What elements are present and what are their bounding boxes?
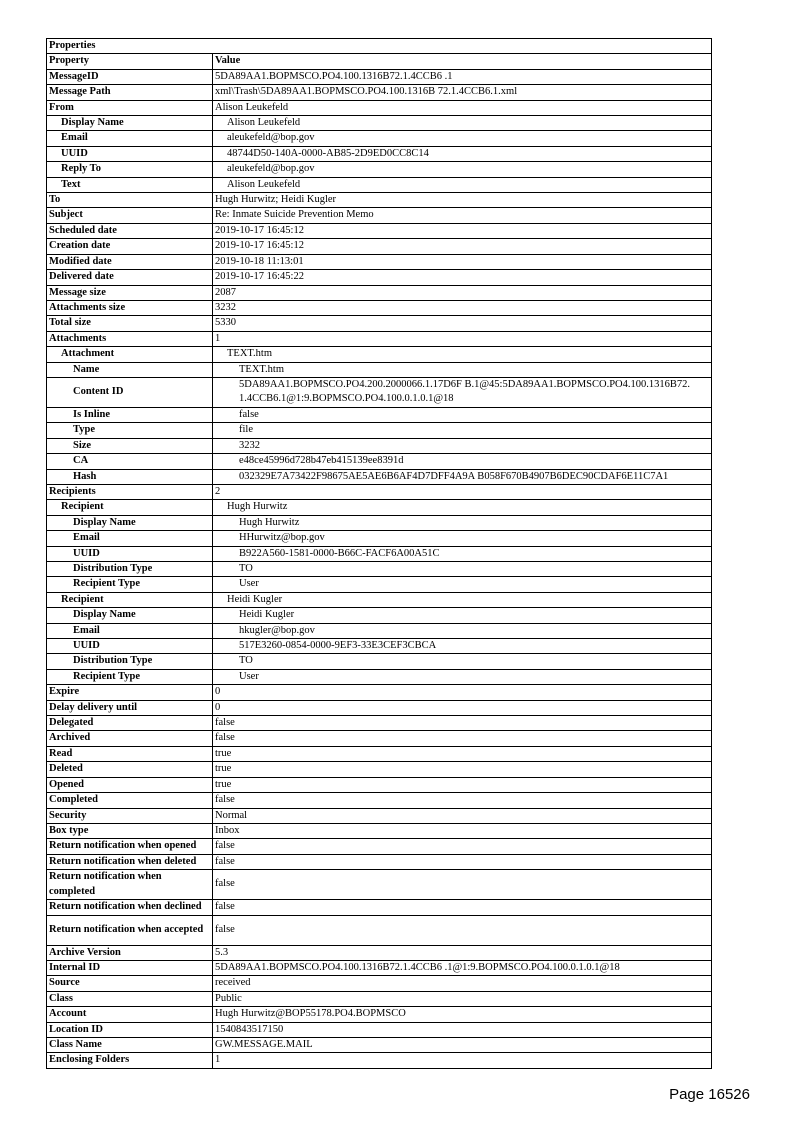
property-value: HHurwitz@bop.gov [213,531,712,546]
property-name: Location ID [47,1022,213,1037]
property-value: Hugh Hurwitz@BOP55178.PO4.BOPMSCO [213,1007,712,1022]
property-name: Recipients [47,484,213,499]
table-row [47,1007,712,1022]
table-row [47,208,712,223]
property-name: Modified date [47,254,213,269]
property-value: false [213,839,712,854]
table-row [47,669,712,684]
property-name: Text [47,177,213,192]
property-value: hkugler@bop.gov [213,623,712,638]
property-name: UUID [47,639,213,654]
property-name: Recipient [47,500,213,515]
property-name: Security [47,808,213,823]
column-header-value: Value [213,54,712,69]
table-title: Properties [47,39,712,54]
property-value: 3232 [213,438,712,453]
property-name: Read [47,746,213,761]
table-row [47,915,712,945]
property-value: Hugh Hurwitz [213,515,712,530]
table-row [47,945,712,960]
property-name: Email [47,531,213,546]
property-value: Alison Leukefeld [213,116,712,131]
table-row [47,100,712,115]
table-row [47,515,712,530]
table-row [47,762,712,777]
property-value: Re: Inmate Suicide Prevention Memo [213,208,712,223]
property-value: 2019-10-17 16:45:12 [213,223,712,238]
table-row [47,131,712,146]
property-name: Archive Version [47,945,213,960]
property-name: Attachments size [47,300,213,315]
property-value: TEXT.htm [213,347,712,362]
table-row [47,731,712,746]
property-name: Attachments [47,331,213,346]
property-name: Subject [47,208,213,223]
property-value: false [213,731,712,746]
table-row [47,1037,712,1052]
property-value: false [213,407,712,422]
property-value: 5DA89AA1.BOPMSCO.PO4.100.1316B72.1.4CCB6 .1@1:9.BOPMSCO.PO4.100.0.1.0.1@18 [213,960,712,975]
property-value: 2019-10-17 16:45:12 [213,239,712,254]
table-row [47,1053,712,1068]
property-name: Total size [47,316,213,331]
table-row [47,423,712,438]
table-row [47,500,712,515]
table-row [47,793,712,808]
table-row [47,854,712,869]
table-row [47,562,712,577]
table-row [47,484,712,499]
property-value: true [213,762,712,777]
table-row [47,592,712,607]
table-row [47,700,712,715]
table-row [47,746,712,761]
property-name: Return notification when opened [47,839,213,854]
property-name: Delegated [47,716,213,731]
table-row [47,362,712,377]
property-value: TO [213,562,712,577]
property-name: Display Name [47,515,213,530]
property-value: 032329E7A73422F98675AE5AE6B6AF4D7DFF4A9A B058F670B4907B6DEC90CDAF6E11C7A1 [213,469,712,484]
property-value: 1540843517150 [213,1022,712,1037]
property-name: Message Path [47,85,213,100]
table-row [47,316,712,331]
table-row [47,377,712,407]
table-row [47,808,712,823]
property-name: Delay delivery until [47,700,213,715]
table-row [47,454,712,469]
table-row [47,639,712,654]
property-name: Class Name [47,1037,213,1052]
property-name: Is Inline [47,407,213,422]
table-row [47,623,712,638]
property-name: Completed [47,793,213,808]
property-name: Source [47,976,213,991]
table-row [47,69,712,84]
property-name: Scheduled date [47,223,213,238]
property-value: aleukefeld@bop.gov [213,162,712,177]
property-name: Box type [47,823,213,838]
property-name: Display Name [47,608,213,623]
table-row [47,347,712,362]
property-name: Expire [47,685,213,700]
property-value: true [213,777,712,792]
property-value: 5.3 [213,945,712,960]
table-row [47,331,712,346]
property-name: Content ID [47,377,213,407]
table-row [47,239,712,254]
properties-table [46,38,712,1069]
table-row [47,438,712,453]
property-value: User [213,669,712,684]
property-name: Reply To [47,162,213,177]
property-value: 0 [213,685,712,700]
property-value: e48ce45996d728b47eb415139ee8391d [213,454,712,469]
table-row [47,960,712,975]
column-header-property: Property [47,54,213,69]
property-name: Class [47,991,213,1006]
table-row [47,146,712,161]
property-name: Enclosing Folders [47,1053,213,1068]
table-row [47,193,712,208]
table-row [47,162,712,177]
table-row [47,608,712,623]
property-name: Return notification when declined [47,900,213,915]
table-row [47,407,712,422]
property-value: 1 [213,331,712,346]
property-value: 5DA89AA1.BOPMSCO.PO4.200.2000066.1.17D6F B.1@45:5DA89AA1.BOPMSCO.PO4.100.1316B72. 1.4CCB6.1@1:9.BOPMSCO.PO4.100.0.1.0.1@18 [213,377,712,407]
table-row [47,976,712,991]
property-name: Return notification when deleted [47,854,213,869]
property-name: Hash [47,469,213,484]
table-row [47,685,712,700]
table-row [47,177,712,192]
property-name: CA [47,454,213,469]
property-name: Attachment [47,347,213,362]
table-row [47,654,712,669]
property-value: aleukefeld@bop.gov [213,131,712,146]
property-name: UUID [47,146,213,161]
table-row [47,823,712,838]
property-value: false [213,900,712,915]
table-row [47,531,712,546]
property-name: Display Name [47,116,213,131]
property-value: false [213,716,712,731]
property-name: Distribution Type [47,654,213,669]
table-row [47,716,712,731]
property-name: Name [47,362,213,377]
property-name: Size [47,438,213,453]
property-name: Delivered date [47,270,213,285]
property-name: Recipient Type [47,669,213,684]
property-value: false [213,915,712,945]
table-row [47,870,712,900]
property-name: UUID [47,546,213,561]
property-value: Alison Leukefeld [213,177,712,192]
table-row [47,223,712,238]
property-value: Heidi Kugler [213,608,712,623]
property-value: User [213,577,712,592]
property-name: Account [47,1007,213,1022]
property-value: Normal [213,808,712,823]
property-name: Recipient Type [47,577,213,592]
property-name: Opened [47,777,213,792]
property-name: Return notification when accepted [47,915,213,945]
table-row [47,270,712,285]
property-name: MessageID [47,69,213,84]
property-value: 48744D50-140A-0000-AB85-2D9ED0CC8C14 [213,146,712,161]
property-value: 3232 [213,300,712,315]
table-row [47,777,712,792]
property-name: Email [47,131,213,146]
property-value: GW.MESSAGE.MAIL [213,1037,712,1052]
property-value: xml\Trash\5DA89AA1.BOPMSCO.PO4.100.1316B 72.1.4CCB6.1.xml [213,85,712,100]
property-name: Creation date [47,239,213,254]
property-name: Recipient [47,592,213,607]
property-value: Heidi Kugler [213,592,712,607]
property-value: file [213,423,712,438]
property-value: 5330 [213,316,712,331]
property-name: Type [47,423,213,438]
table-row [47,285,712,300]
property-value: 2019-10-18 11:13:01 [213,254,712,269]
table-row [47,839,712,854]
property-name: Internal ID [47,960,213,975]
property-name: To [47,193,213,208]
table-title-row [47,39,712,54]
table-row [47,469,712,484]
property-value: received [213,976,712,991]
table-row [47,900,712,915]
table-row [47,300,712,315]
property-value: 517E3260-0854-0000-9EF3-33E3CEF3CBCA [213,639,712,654]
table-row [47,546,712,561]
table-header-row [47,54,712,69]
table-row [47,991,712,1006]
property-value: Public [213,991,712,1006]
property-value: 0 [213,700,712,715]
property-value: 2019-10-17 16:45:22 [213,270,712,285]
property-value: Inbox [213,823,712,838]
property-value: true [213,746,712,761]
property-name: Deleted [47,762,213,777]
table-row [47,254,712,269]
page-number: Page 16526 [669,1086,750,1103]
property-name: Message size [47,285,213,300]
property-value: false [213,870,712,900]
property-value: B922A560-1581-0000-B66C-FACF6A00A51C [213,546,712,561]
property-value: 2087 [213,285,712,300]
property-value: 1 [213,1053,712,1068]
property-value: Alison Leukefeld [213,100,712,115]
property-value: TEXT.htm [213,362,712,377]
property-value: Hugh Hurwitz [213,500,712,515]
property-name: Archived [47,731,213,746]
table-row [47,85,712,100]
table-row [47,1022,712,1037]
property-value: false [213,854,712,869]
property-name: Email [47,623,213,638]
property-value: false [213,793,712,808]
property-value: 5DA89AA1.BOPMSCO.PO4.100.1316B72.1.4CCB6 .1 [213,69,712,84]
property-value: TO [213,654,712,669]
table-row [47,577,712,592]
property-name: From [47,100,213,115]
property-name: Distribution Type [47,562,213,577]
table-row [47,116,712,131]
property-value: Hugh Hurwitz; Heidi Kugler [213,193,712,208]
property-name: Return notification when completed [47,870,213,900]
property-value: 2 [213,484,712,499]
